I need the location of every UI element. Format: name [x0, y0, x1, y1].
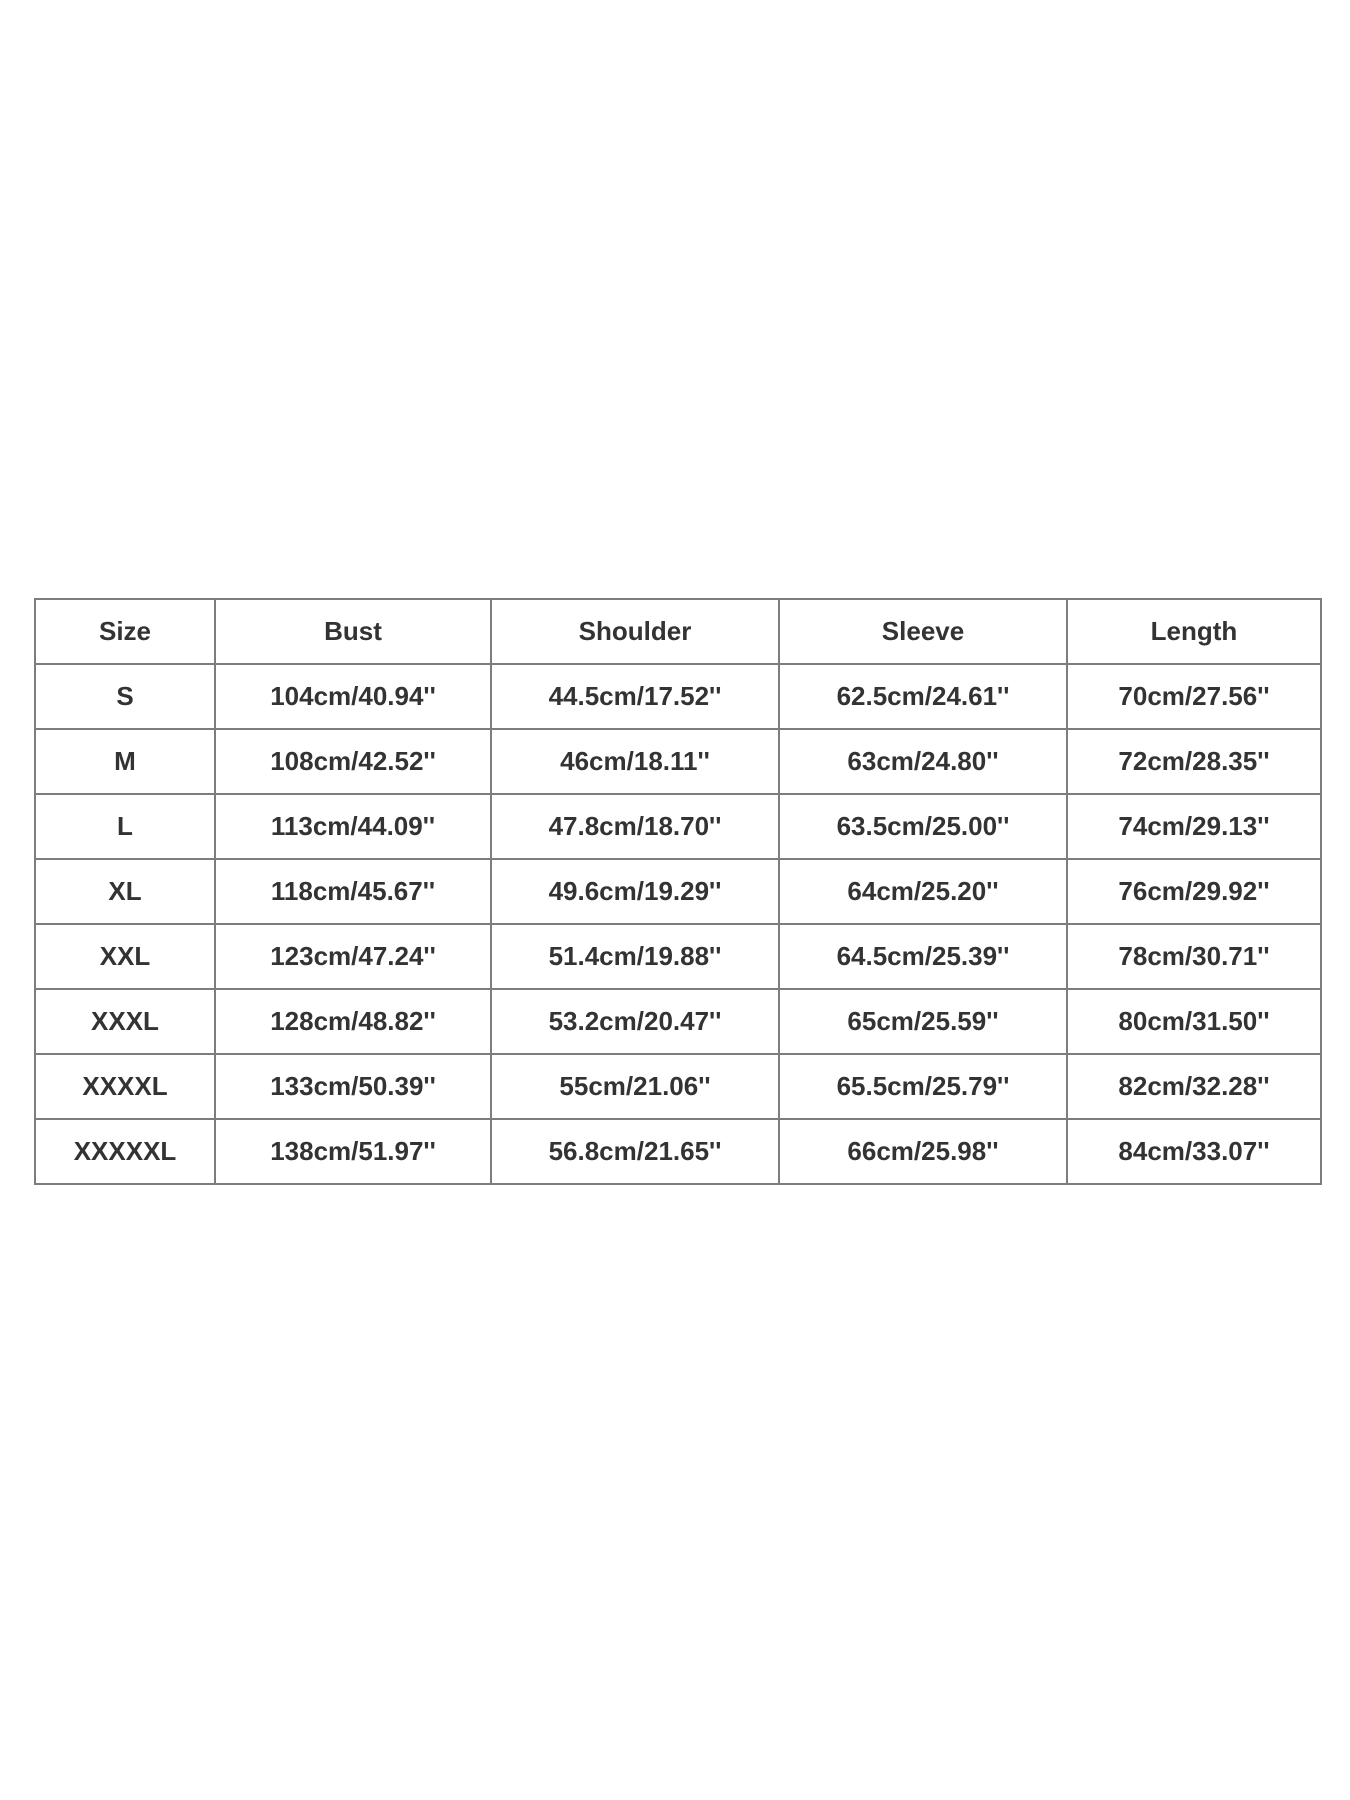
- size-cell: XL: [35, 859, 215, 924]
- bust-cell: 118cm/45.67'': [215, 859, 491, 924]
- header-sleeve: Sleeve: [779, 599, 1067, 664]
- length-cell: 78cm/30.71'': [1067, 924, 1321, 989]
- bust-cell: 138cm/51.97'': [215, 1119, 491, 1184]
- header-length: Length: [1067, 599, 1321, 664]
- bust-cell: 133cm/50.39'': [215, 1054, 491, 1119]
- shoulder-cell: 56.8cm/21.65'': [491, 1119, 779, 1184]
- shoulder-cell: 46cm/18.11'': [491, 729, 779, 794]
- bust-cell: 104cm/40.94'': [215, 664, 491, 729]
- shoulder-cell: 53.2cm/20.47'': [491, 989, 779, 1054]
- size-cell: XXXL: [35, 989, 215, 1054]
- sleeve-cell: 65.5cm/25.79'': [779, 1054, 1067, 1119]
- length-cell: 70cm/27.56'': [1067, 664, 1321, 729]
- table-row: [35, 1054, 1321, 1119]
- length-cell: 82cm/32.28'': [1067, 1054, 1321, 1119]
- header-bust: Bust: [215, 599, 491, 664]
- sleeve-cell: 64.5cm/25.39'': [779, 924, 1067, 989]
- sleeve-cell: 63cm/24.80'': [779, 729, 1067, 794]
- sleeve-cell: 65cm/25.59'': [779, 989, 1067, 1054]
- length-cell: 84cm/33.07'': [1067, 1119, 1321, 1184]
- sleeve-cell: 62.5cm/24.61'': [779, 664, 1067, 729]
- table-row: [35, 1119, 1321, 1184]
- size-chart-table: [34, 598, 1322, 1185]
- length-cell: 74cm/29.13'': [1067, 794, 1321, 859]
- bust-cell: 113cm/44.09'': [215, 794, 491, 859]
- table-row: [35, 729, 1321, 794]
- size-cell: XXXXL: [35, 1054, 215, 1119]
- length-cell: 80cm/31.50'': [1067, 989, 1321, 1054]
- shoulder-cell: 44.5cm/17.52'': [491, 664, 779, 729]
- table-row: [35, 664, 1321, 729]
- bust-cell: 128cm/48.82'': [215, 989, 491, 1054]
- size-cell: M: [35, 729, 215, 794]
- length-cell: 76cm/29.92'': [1067, 859, 1321, 924]
- sleeve-cell: 66cm/25.98'': [779, 1119, 1067, 1184]
- header-shoulder: Shoulder: [491, 599, 779, 664]
- sleeve-cell: 63.5cm/25.00'': [779, 794, 1067, 859]
- size-cell: L: [35, 794, 215, 859]
- sleeve-cell: 64cm/25.20'': [779, 859, 1067, 924]
- size-cell: XXL: [35, 924, 215, 989]
- bust-cell: 123cm/47.24'': [215, 924, 491, 989]
- bust-cell: 108cm/42.52'': [215, 729, 491, 794]
- table-row: [35, 924, 1321, 989]
- length-cell: 72cm/28.35'': [1067, 729, 1321, 794]
- size-cell: XXXXXL: [35, 1119, 215, 1184]
- shoulder-cell: 51.4cm/19.88'': [491, 924, 779, 989]
- shoulder-cell: 55cm/21.06'': [491, 1054, 779, 1119]
- shoulder-cell: 47.8cm/18.70'': [491, 794, 779, 859]
- header-row: [35, 599, 1321, 664]
- table-row: [35, 859, 1321, 924]
- size-cell: S: [35, 664, 215, 729]
- table-row: [35, 794, 1321, 859]
- table-row: [35, 989, 1321, 1054]
- header-size: Size: [35, 599, 215, 664]
- shoulder-cell: 49.6cm/19.29'': [491, 859, 779, 924]
